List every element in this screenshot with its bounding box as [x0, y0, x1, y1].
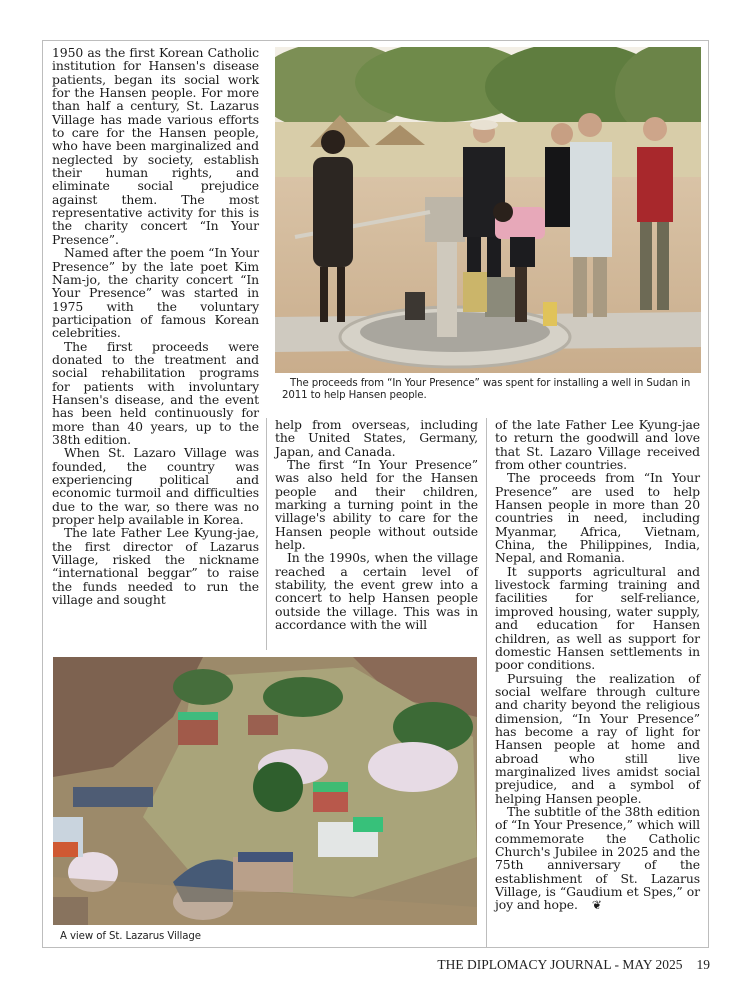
column-divider: [266, 418, 267, 650]
sudan-well-caption: The proceeds from “In Your Presence” was spent for installing a well in Sudan in 2011 to help Hansen people.: [282, 378, 691, 401]
paragraph: of the late Father Lee Kyung-jae to return the goodwill and love that St. Lazaro Village received from other countries.: [495, 417, 700, 473]
paragraph: 1950 as the first Korean Catholic institution for Hansen's disease patients, began its social work for the Hansen people. For more than half a century, St. Lazarus Village has made various efforts to care for the Hansen people, who have been marginalized and neglected by society, establish their human rights, and eliminate social prejudice against them. The most representative activity for this is the charity concert “In Your Presence”.: [52, 45, 259, 247]
paragraph: The first proceeds were donated to the treatment and social rehabilitation programs for patients with involuntary Hansen's disease, and the event has been held continuously for more than 40 years, up to the 38th edition.: [52, 338, 259, 447]
paragraph: Pursuing the realization of social welfare through culture and charity beyond the religious dimension, “In Your Presence” has become a ray of light for Hansen people at home and abroad who still live marginalized lives amidst social prejudice, and a symbol of helping Hansen people.: [495, 670, 700, 806]
paragraph: [495, 805, 700, 913]
column-divider: [486, 418, 487, 948]
village-aerial-image: [53, 657, 477, 925]
sudan-well-photo: [275, 47, 701, 373]
paragraph: Named after the poem “In Your Presence” by the late poet Kim Nam-jo, the charity concert “In Your Presence” was started in 1975 with the voluntary participation of famous Korean celebrities.: [52, 245, 259, 341]
paragraph: In the 1990s, when the village reached a certain level of stability, the event grew into a concert to help Hansen people outside the village. This was in accordance with the will: [275, 550, 478, 633]
paragraph: help from overseas, including the United States, Germany, Japan, and Canada.: [275, 417, 478, 459]
page-footer: [420, 957, 710, 973]
end-of-article-icon: ❦: [591, 898, 602, 913]
village-aerial-caption: A view of St. Lazarus Village: [60, 931, 201, 942]
paragraph: The late Father Lee Kyung-jae, the first director of Lazarus Village, risked the nickname “international beggar” to raise the funds needed to run the village and sought: [52, 525, 259, 608]
paragraph-text: The subtitle of the 38th edition of “In Your Presence,” which will commemorate the Catholic Church's Jubilee in 2025 and the 75th anniversary of the establishment of St. Lazarus Village, is “Gaudium et Spes,” or joy and hope.: [495, 803, 700, 913]
article-column-2: [275, 418, 478, 632]
page-number: 19: [696, 957, 710, 972]
paragraph: The first “In Your Presence” was also held for the Hansen people and their children, marking a turning point in the village's ability to care for the Hansen people without outside help.: [275, 457, 478, 553]
paragraph: It supports agricultural and livestock farming training and facilities for self-reliance, improved housing, water supply, and education for Hansen children, as well as support for domestic Hansen settlements in poor conditions.: [495, 563, 700, 673]
village-aerial-photo: [53, 657, 477, 925]
paragraph: The proceeds from “In Your Presence” are used to help Hansen people in more than 20 countries in need, including Myanmar, Africa, Vietnam, China, the Philippines, India, Nepal, and Romania.: [495, 470, 700, 566]
article-column-1: [52, 46, 259, 606]
publication-name: THE DIPLOMACY JOURNAL - MAY 2025: [437, 957, 683, 972]
sudan-well-image: [275, 47, 701, 373]
article-column-3: [495, 418, 700, 913]
paragraph: When St. Lazaro Village was founded, the country was experiencing political and economic turmoil and difficulties due to the war, so there was no proper help available in Korea.: [52, 445, 259, 528]
